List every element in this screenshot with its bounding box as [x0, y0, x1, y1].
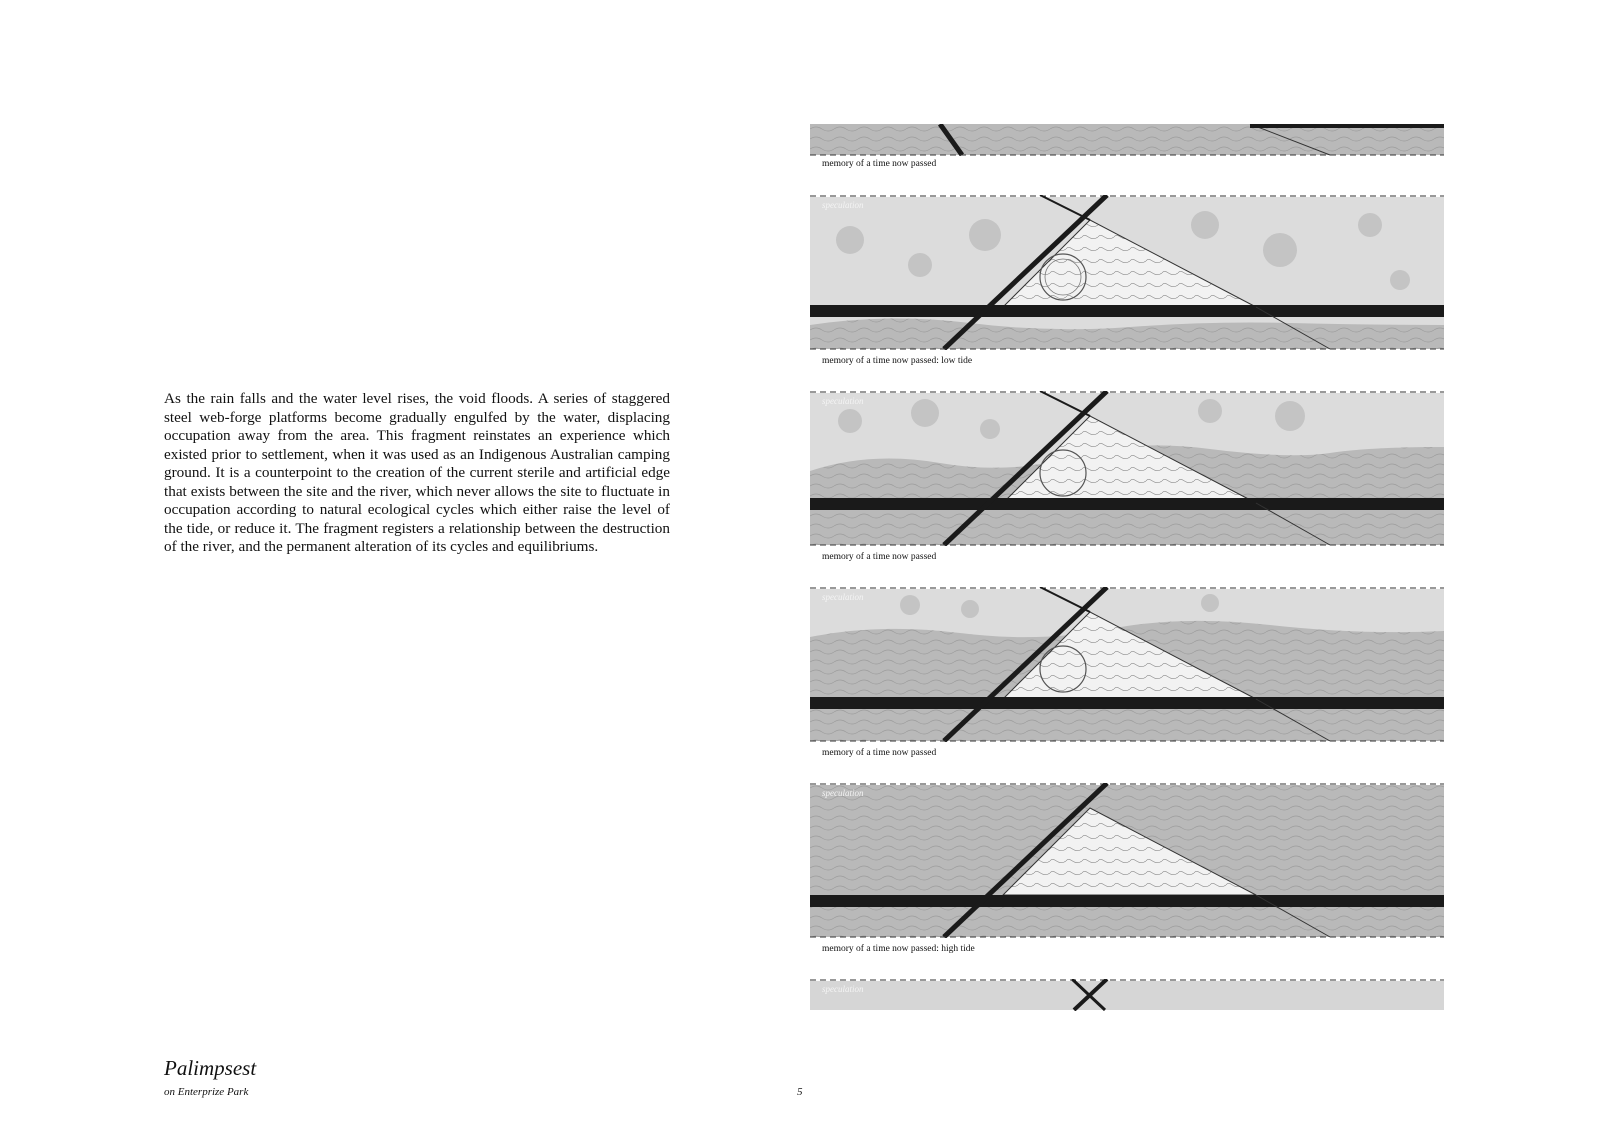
section-drawing — [810, 979, 1444, 1011]
platform-beam — [810, 895, 1444, 907]
page-number: 5 — [797, 1086, 803, 1098]
drawing-panel-4 — [810, 587, 1444, 742]
section-drawing — [810, 195, 1444, 350]
section-drawing — [810, 391, 1444, 546]
panel-label: speculation — [822, 788, 864, 798]
platform-beam — [1250, 124, 1444, 128]
drawing-panel-5 — [810, 783, 1444, 938]
platform-beam — [810, 305, 1444, 317]
panel-label: speculation — [822, 396, 864, 406]
body-paragraph: As the rain falls and the water level rises, the void floods. A series of staggered steel web-forge platforms become gradually engulfed by the water, displacing occupation away from the area. This fragment reinstates an experience which existed prior to settlement, when it was used as an Indigenous Australian camping ground. It is a counterpoint to the creation of the current sterile and artificial edge that exists between the site and the river, which never allows the site to fluctuate in occupation according to natural ecological cycles which either raise the level of the tide, or reduce it. The fragment registers a relationship between the destruction of the river, and the permanent alteration of its cycles and equilibriums. — [164, 390, 670, 555]
panel-caption: memory of a time now passed: low tide — [822, 356, 973, 366]
section-drawing — [810, 124, 1444, 156]
document-subtitle: on Enterprize Park — [164, 1086, 249, 1098]
drawing-panel-1 — [810, 124, 1444, 156]
water-area — [810, 124, 1444, 155]
panel-label: speculation — [822, 592, 864, 602]
ground-area — [810, 981, 1444, 1010]
platform-beam — [810, 697, 1444, 709]
drawing-panel-3 — [810, 391, 1444, 546]
panel-label: speculation — [822, 200, 864, 210]
section-drawing — [810, 783, 1444, 938]
panel-caption: memory of a time now passed — [822, 748, 937, 758]
panel-caption: memory of a time now passed: high tide — [822, 944, 975, 954]
panel-caption: memory of a time now passed — [822, 552, 937, 562]
section-drawing — [810, 587, 1444, 742]
platform-beam — [810, 498, 1444, 510]
drawing-panel-6 — [810, 979, 1444, 1011]
panel-label: speculation — [822, 984, 864, 994]
document-title: Palimpsest — [164, 1056, 257, 1080]
drawing-panel-2 — [810, 195, 1444, 350]
panel-caption: memory of a time now passed — [822, 159, 937, 169]
